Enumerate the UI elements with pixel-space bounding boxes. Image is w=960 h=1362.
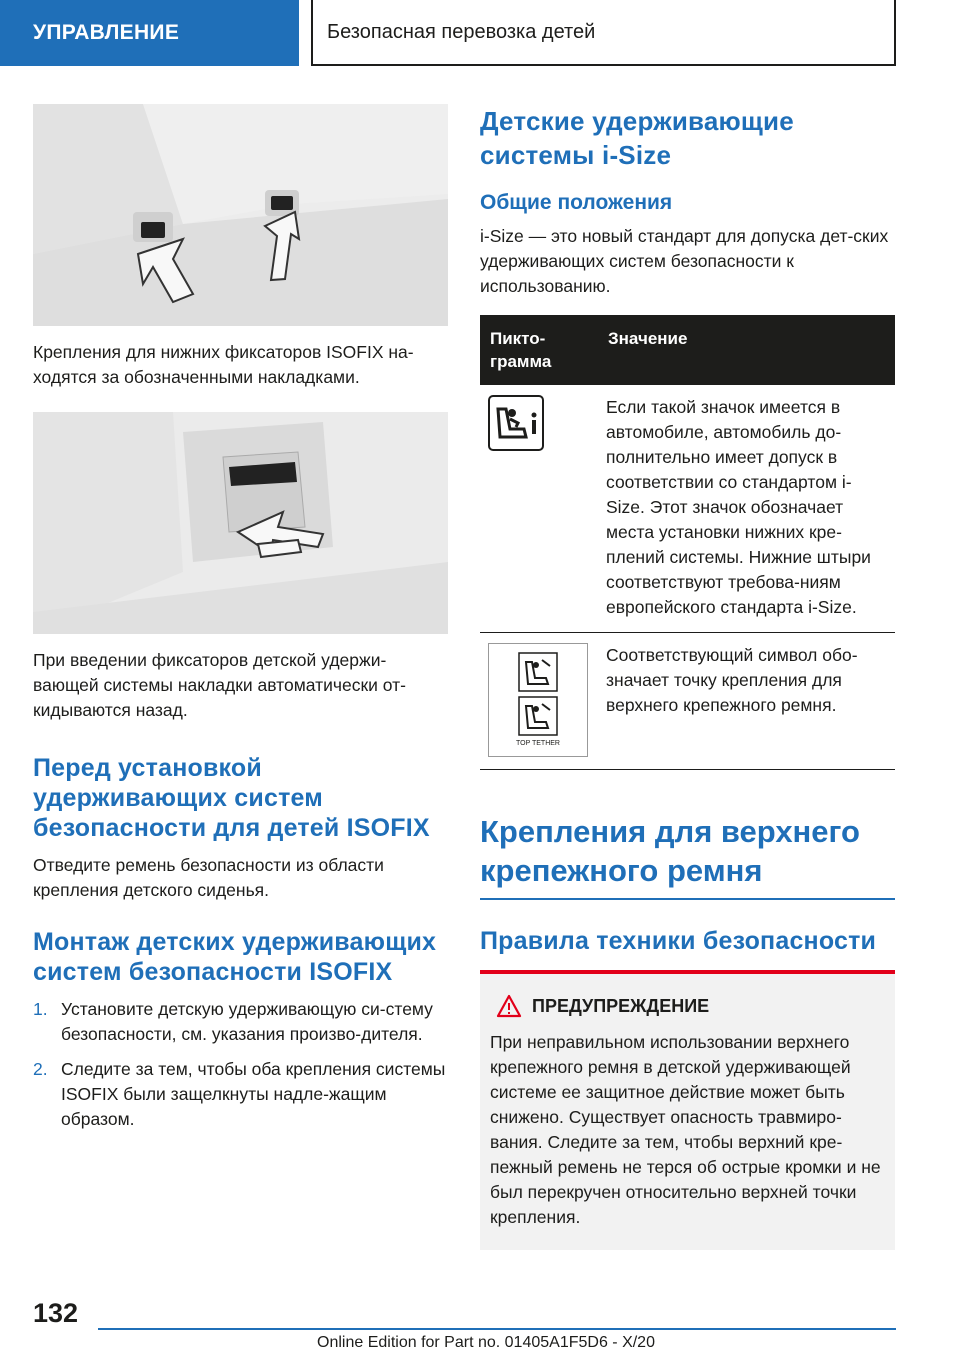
step-number: 1. [33, 999, 48, 1019]
page-header-title: Безопасная перевозка детей [311, 0, 896, 66]
heading-general: Общие положения [480, 191, 673, 214]
warning-title: ПРЕДУПРЕЖДЕНИЕ [532, 995, 710, 1016]
table-cell-icon [480, 633, 598, 770]
top-tether-icon [488, 643, 588, 757]
table-cell-icon [480, 385, 598, 633]
isofix-covers-photo [33, 104, 448, 326]
warning-triangle-icon [496, 994, 522, 1018]
pictogram-table [480, 315, 895, 770]
table-cell-text: Соответствующий символ обо-значает точку крепления для верхнего крепежного ремня. [598, 633, 895, 770]
step-text: Установите детскую удерживающую си-стему безопасности, см. указания произво-дителя. [61, 999, 433, 1044]
footer-edition: Online Edition for Part no. 01405A1F5D6 - X/20 [317, 1334, 655, 1351]
isize-icon [488, 435, 544, 455]
top-tether-label: TOP TETHER [516, 740, 560, 747]
table-cell-text: Если такой значок имеется в автомобиле, автомобиль до-полнительно имеет допуск в соответствии со стандартом i-Size. Этот значок обозначает места установки нижних кре-плений системы. Нижние штыри соответствуют требова-ниям европейского стандарта i-Size. [598, 385, 895, 633]
caption-isofix-location: Крепления для нижних фиксаторов ISOFIX на-ходятся за обозначенными накладками. [33, 342, 414, 387]
paragraph-before-install: Отведите ремень безопасности из области крепления детского сиденья. [33, 855, 384, 900]
page-number: 132 [33, 1298, 79, 1328]
table-row [480, 385, 895, 633]
step-number: 2. [33, 1059, 48, 1079]
list-item [33, 997, 448, 1047]
heading-mount: Монтаж детских удерживающих систем безопасности ISOFIX [33, 928, 437, 986]
heading-isize: Детские удерживающие системы i-Size [480, 106, 794, 170]
step-text: Следите за тем, чтобы оба крепления системы ISOFIX были защелкнуты надле-жащим образом. [61, 1059, 446, 1129]
list-item [33, 1057, 448, 1132]
table-header-pictogram: Пикто-грамма [480, 315, 598, 385]
mount-steps-list [33, 997, 448, 1132]
caption-flaps: При введении фиксаторов детской удержи-вающей системы накладки автоматически от-кидываются назад. [33, 650, 406, 720]
footer-divider [98, 1328, 896, 1330]
heading-safety-rules: Правила техники безопасности [480, 927, 877, 955]
right-column [480, 104, 895, 1250]
table-row [480, 633, 895, 770]
warning-box [480, 970, 895, 1250]
left-column [33, 104, 448, 1142]
isofix-flap-photo [33, 412, 448, 634]
heading-top-tether: Крепления для верхнего крепежного ремня [480, 812, 895, 900]
table-header-meaning: Значение [598, 315, 895, 385]
paragraph-general: i-Size — это новый стандарт для допуска дет-ских удерживающих систем безопасности к использованию. [480, 226, 889, 296]
section-tab: УПРАВЛЕНИЕ [0, 0, 299, 66]
warning-text: При неправильном использовании верхнего крепежного ремня в детской удерживающей системе ее защитное действие может быть снижено. Существует опасность травмиро-вания. Следите за тем, чтобы верхний кре-пежный ремень не терся об острые кромки и не был перекручен относительно верхней точки крепления. [490, 1032, 881, 1227]
heading-before-install: Перед установкой удерживающих систем безопасности для детей ISOFIX [33, 754, 430, 842]
